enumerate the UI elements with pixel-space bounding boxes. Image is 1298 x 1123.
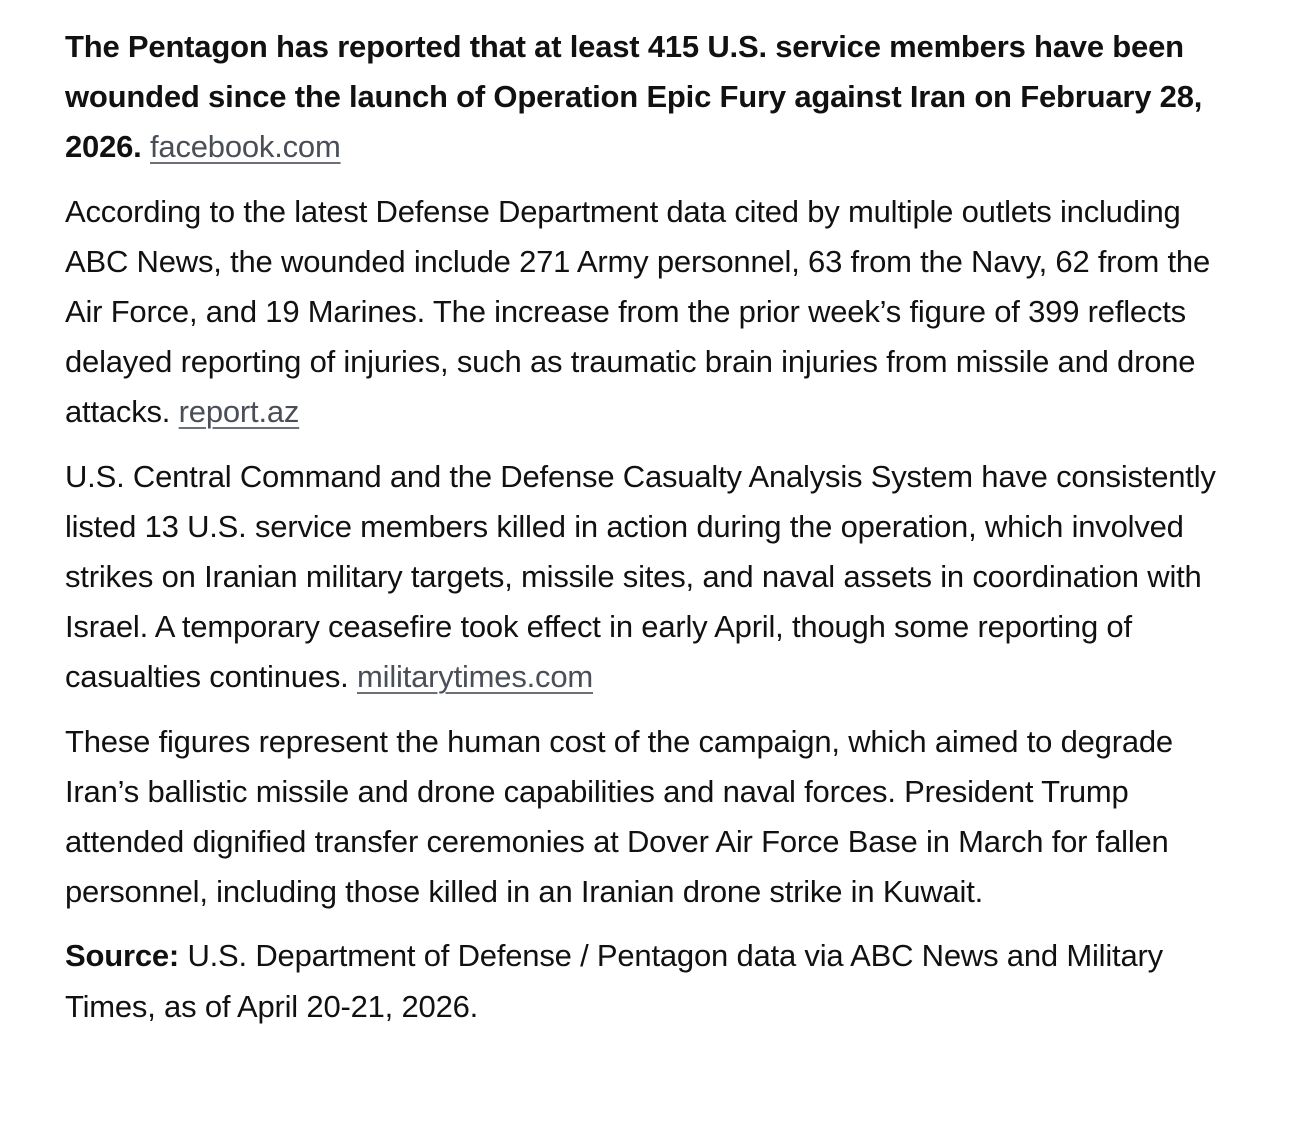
source-label: Source:	[65, 938, 180, 974]
paragraph-human-cost	[65, 717, 1245, 918]
article-body	[65, 22, 1245, 1046]
source-link-facebook[interactable]: facebook.com	[150, 129, 341, 165]
paragraph-text: According to the latest Defense Department data cited by multiple outlets including ABC News, the wounded include 271 Army personnel, 63 from the Navy, 62 from the Air Force, and 19 Marines. The increase from the prior week’s figure of 399 reflects delayed reporting of injuries, such as traumatic brain injuries from missile and drone attacks.	[65, 193, 1211, 430]
paragraph-killed-in-action	[65, 452, 1245, 703]
source-link-militarytimes[interactable]: militarytimes.com	[357, 659, 594, 695]
lead-paragraph	[65, 22, 1245, 173]
source-link-report-az[interactable]: report.az	[178, 394, 300, 430]
lead-text: The Pentagon has reported that at least 415 U.S. service members have been wounded since the launch of Operation Epic Fury against Iran on February 28, 2026.	[65, 29, 1203, 165]
source-note	[65, 931, 1245, 1031]
paragraph-text: U.S. Central Command and the Defense Casualty Analysis System have consistently listed 13 U.S. service members killed in action during the operation, which involved strikes on Iranian military targets, missile sites, and naval assets in coordination with Israel. A temporary ceasefire took effect in early April, though some reporting of casualties continues.	[65, 458, 1216, 695]
paragraph-wounded-breakdown	[65, 187, 1245, 438]
paragraph-text: These figures represent the human cost of the campaign, which aimed to degrade Iran’s ballistic missile and drone capabilities and naval forces. President Trump attended dignified transfer ceremonies at Dover Air Force Base in March for fallen personnel, including those killed in an Iranian drone strike in Kuwait.	[65, 723, 1173, 910]
source-text: U.S. Department of Defense / Pentagon data via ABC News and Military Times, as of April 20-21, 2026.	[65, 938, 1163, 1024]
